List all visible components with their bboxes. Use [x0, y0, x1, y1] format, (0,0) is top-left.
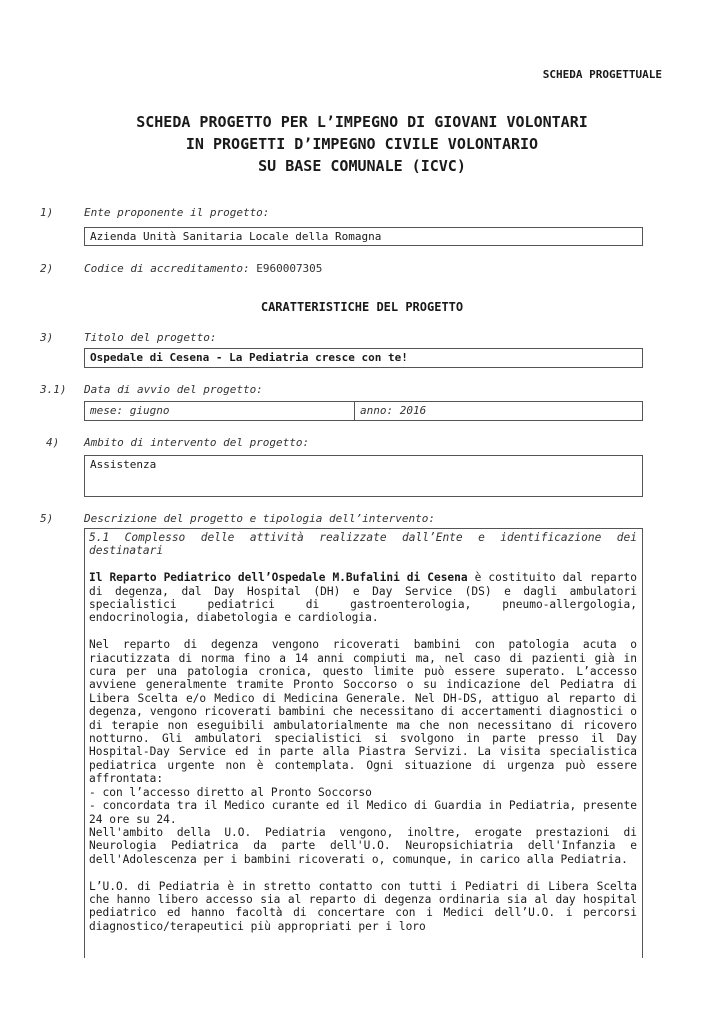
field-3-box [84, 348, 643, 368]
title-line-3: SU BASE COMUNALE (ICVC) [258, 157, 466, 175]
field-1-box [84, 227, 643, 246]
field-5-number: 5) [40, 512, 54, 525]
field-1-number: 1) [40, 206, 54, 219]
ente-proponente-value: Azienda Unità Sanitaria Locale della Romagna [90, 230, 382, 243]
field-1-label: Ente proponente il progetto: [84, 206, 270, 219]
codice-accreditamento-label: Codice di accreditamento: [84, 262, 250, 275]
descrizione-content [85, 529, 642, 933]
field-3-number: 3) [40, 331, 54, 344]
ambito-intervento-value: Assistenza [90, 458, 157, 471]
titolo-progetto-value: Ospedale di Cesena - La Pediatria cresce con te! [90, 351, 408, 364]
title-line-2: IN PROGETTI D’IMPEGNO CIVILE VOLONTARIO [185, 135, 539, 153]
descrizione-paragraph-2-tail: Nell'ambito della U.O. Pediatria vengono, inoltre, erogate prestazioni di Neurologia Pediatrica da parte dell'U.O. Neuropsichiatria dell'Infanzia e dell'Adolescenza per i bambini ricoverati o, comunque, in carico alla Pediatria. [89, 825, 637, 866]
descrizione-list-item-2: - concordata tra il Medico curante ed il Medico di Guardia in Pediatria, presente 24 ore su 24. [89, 799, 637, 826]
descrizione-list-item-1: - con l’accesso diretto al Pronto Soccorso [89, 785, 372, 799]
descrizione-box [84, 528, 643, 958]
descrizione-paragraph-1-rest: è costituito dal reparto di degenza, dal Day Hospital (DH) e Day Service (DS) e dagli ambulatori specialistici pediatrici di gastroenterologia, pneumo-allergologia, endocrinologia, diabetologia e cardiologia. [89, 571, 637, 625]
field-2-label [84, 262, 322, 275]
field-5-label: Descrizione del progetto e tipologia dell’intervento: [84, 512, 435, 525]
descrizione-paragraph-1 [89, 571, 637, 625]
title-line-1: SCHEDA PROGETTO PER L’IMPEGNO DI GIOVANI VOLONTARI [136, 113, 588, 131]
codice-accreditamento-value: E960007305 [256, 262, 323, 275]
mese-value: mese: giugno [90, 404, 170, 417]
field-2-number: 2) [40, 262, 54, 275]
descrizione-subheading: 5.1 Complesso delle attività realizzate dall’Ente e identificazione dei destinatari [89, 531, 637, 558]
scheda-progettuale-label: SCHEDA PROGETTUALE [542, 68, 662, 81]
descrizione-paragraph-2: Nel reparto di degenza vengono ricoverati bambini con patologia acuta o riacutizzata di norma fino a 14 anni compiuti ma, nel caso di pazienti già in cura per una patologia cronica, questo limite può essere superato. L’accesso avviene generalmente tramite Pronto Soccorso o su indicazione del Pediatra di Libera Scelta e/o Medico di Medicina Generale. Nel DH-DS, attiguo al reparto di degenza, vengono ricoverati bambini che necessitano di accertamenti diagnostici o di terapie non eseguibili ambulatorialmente ma che non necessitano di ricovero notturno. Gli ambulatori specialistici si svolgono in parte presso il Day Hospital-Day Service ed in parte alla Piastra Servizi. La visita specialistica pediatrica urgente non è contemplata. Ogni situazione di urgenza può essere affrontata: [89, 638, 637, 786]
field-4-box [84, 455, 643, 497]
anno-value: anno: 2016 [360, 404, 427, 417]
field-4-number: 4) [46, 436, 60, 449]
reparto-pediatrico-bold: Il Reparto Pediatrico dell’Ospedale M.Bufalini di Cesena [89, 571, 468, 585]
field-31-month-box [84, 401, 355, 421]
section-heading: CARATTERISTICHE DEL PROGETTO [260, 300, 464, 314]
field-31-label: Data di avvio del progetto: [84, 383, 263, 396]
descrizione-paragraph-3: L’U.O. di Pediatria è in stretto contatto con tutti i Pediatri di Libera Scelta che hanno libero accesso sia al reparto di degenza ordinaria sia al day hospital pediatrico ed hanno facoltà di concertare con i Medici dell’U.O. i percorsi diagnostico/terapeutici più appropriati per i loro [89, 879, 637, 933]
field-31-number: 3.1) [40, 383, 67, 396]
field-3-label: Titolo del progetto: [84, 331, 217, 344]
field-31-year-box [354, 401, 643, 421]
field-4-label: Ambito di intervento del progetto: [84, 436, 310, 449]
